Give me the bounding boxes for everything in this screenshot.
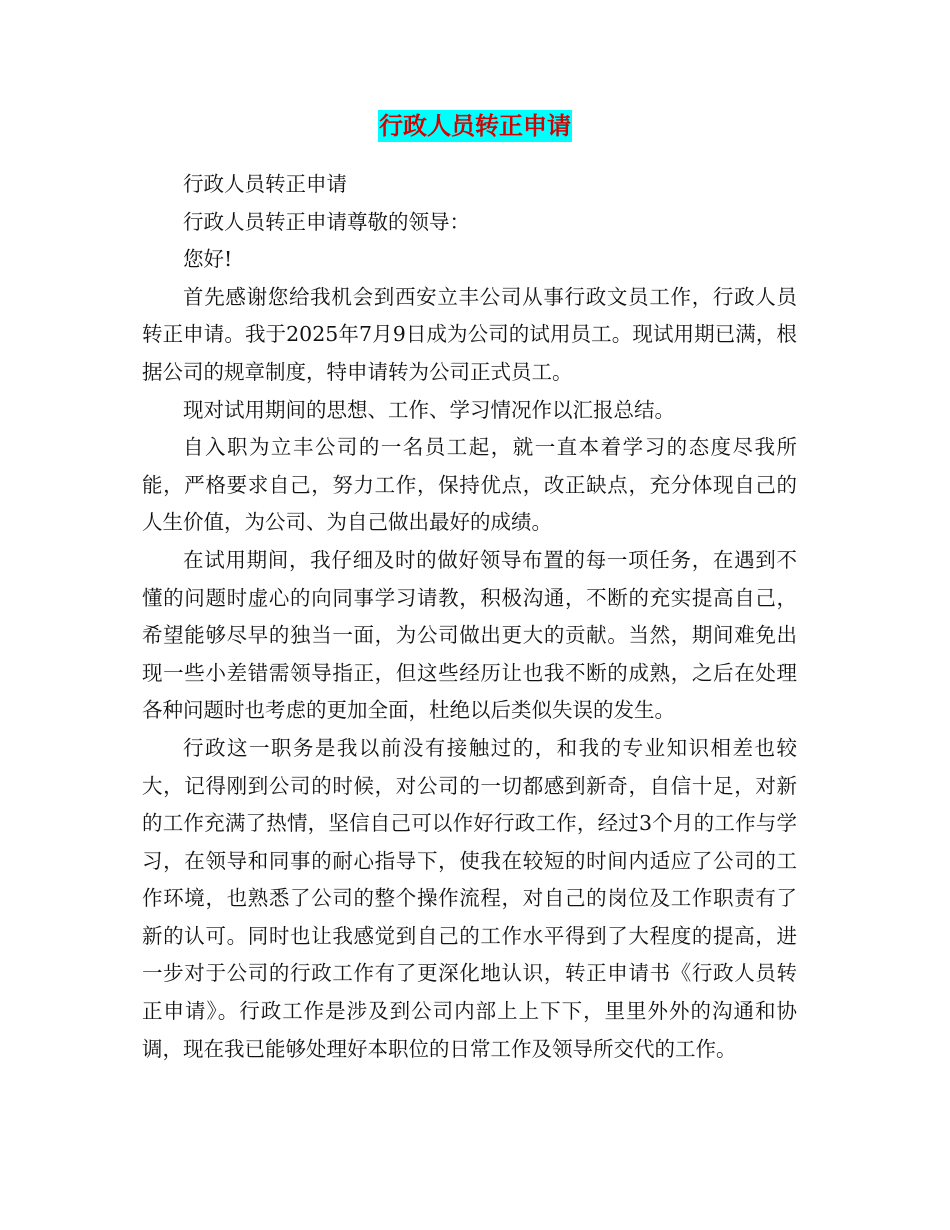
paragraph-summary-intro: 现对试用期间的思想、工作、学习情况作以汇报总结。	[183, 397, 675, 422]
paragraph-role-experience: 行政这一职务是我以前没有接触过的，和我的专业知识相差也较大，记得刚到公司的时候，对公司的一切都感到新奇，自信十足，对新的工作充满了热情，坚信自己可以作好行政工作，经过3个月的工作与学习，在领导和同事的耐心指导下，使我在较短的时间内适应了公司的工作环境，也熟悉了公司的整个操作流程，对自己的岗位及工作职责有了新的认可。同时也让我感觉到自己的工作水平得到了大程度的提高，进一步对于公司的行政工作有了更深化地认识，转正申请书《行政人员转正申请》。行政工作是涉及到公司内部上上下下，里里外外的沟通和协调，现在我已能够处理好本职位的日常工作及领导所交代的工作。	[142, 735, 797, 1061]
paragraph-salutation: 行政人员转正申请尊敬的领导：	[183, 209, 470, 234]
title-row	[0, 110, 950, 142]
document-title: 行政人员转正申请	[379, 111, 571, 140]
paragraph-introduction: 首先感谢您给我机会到西安立丰公司从事行政文员工作，行政人员转正申请。我于2025年7月9日成为公司的试用员工。现试用期已满，根据公司的规章制度，特申请转为公司正式员工。	[142, 284, 797, 384]
document-body	[142, 166, 797, 1068]
paragraph-subject-line: 行政人员转正申请	[183, 172, 347, 196]
paragraph-probation-work: 在试用期间，我仔细及时的做好领导布置的每一项任务，在遇到不懂的问题时虚心的向同事学习请教，积极沟通，不断的充实提高自己，希望能够尽早的独当一面，为公司做出更大的贡献。当然，期间难免出现一些小差错需领导指正，但这些经历让也我不断的成熟，之后在处理各种问题时也考虑的更加全面，杜绝以后类似失误的发生。	[142, 547, 797, 723]
paragraph-greeting: 您好!	[183, 247, 233, 272]
paragraph-attitude: 自入职为立丰公司的一名员工起，就一直本着学习的态度尽我所能，严格要求自己，努力工作，保持优点，改正缺点，充分体现自己的人生价值，为公司、为自己做出最好的成绩。	[142, 435, 797, 535]
